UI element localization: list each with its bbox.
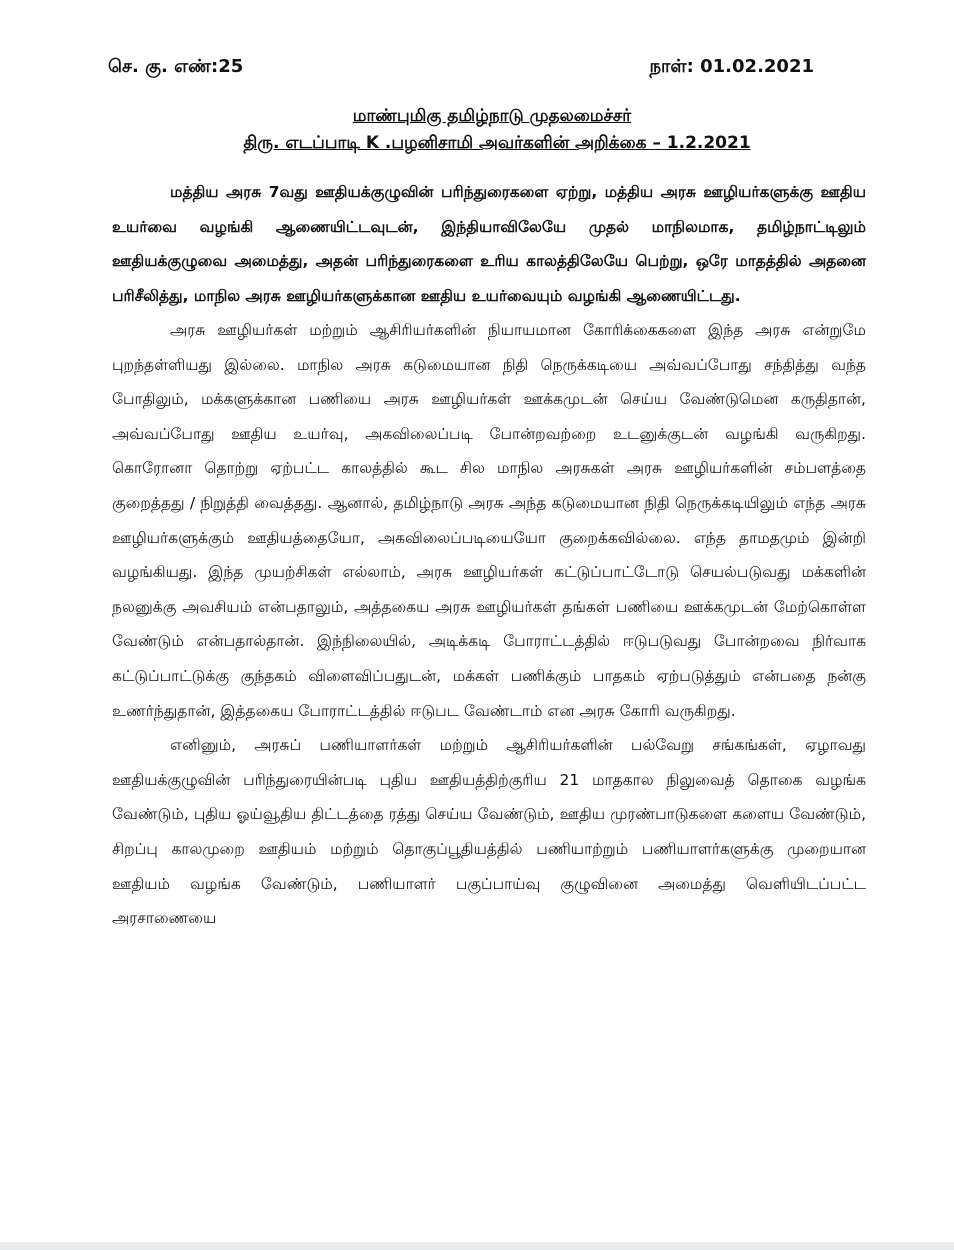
- paragraph-1: மத்திய அரசு 7வது ஊதியக்குழுவின் பரிந்துரைகளை ஏற்று, மத்திய அரசு ஊழியர்களுக்கு ஊதிய உயர்வை வழங்கி ஆணையிட்டவுடன், இந்தியாவிலேயே முதல் மாநிலமாக, தமிழ்நாட்டிலும் ஊதியக்குழுவை அமைத்து, அதன் பரிந்துரைகளை உரிய காலத்திலேயே பெற்று, ஒரே மாதத்தில் அதனை பரிசீலித்து, மாநில அரசு ஊழியர்களுக்கான ஊதிய உயர்வையும் வழங்கி ஆணையிட்டது.: [112, 183, 866, 305]
- paragraph-2: அரசு ஊழியர்கள் மற்றும் ஆசிரியர்களின் நியாயமான கோரிக்கைகளை இந்த அரசு என்றுமே புறந்தள்ளியது இல்லை. மாநில அரசு கடுமையான நிதி நெருக்கடியை அவ்வப்போது சந்தித்து வந்த போதிலும், மக்களுக்கான பணியை அரசு ஊழியர்கள் ஊக்கமுடன் செய்ய வேண்டுமென கருதிதான், அவ்வப்போது ஊதிய உயர்வு, அகவிலைப்படி போன்றவற்றை உடனுக்குடன் வழங்கி வருகிறது. கொரோனா தொற்று ஏற்பட்ட காலத்தில் கூட சில மாநில அரசுகள் அரசு ஊழியர்களின் சம்பளத்தை குறைத்தது / நிறுத்தி வைத்தது. ஆனால், தமிழ்நாடு அரசு அந்த கடுமையான நிதி நெருக்கடியிலும் எந்த அரசு ஊழியர்களுக்கும் ஊதியத்தையோ, அகவிலைப்படியையோ குறைக்கவில்லை. எந்த தாமதமும் இன்றி வழங்கியது. இந்த முயற்சிகள் எல்லாம், அரசு ஊழியர்கள் கட்டுப்பாட்டோடு செயல்படுவது மக்களின் நலனுக்கு அவசியம் என்பதாலும், அத்தகைய அரசு ஊழியர்கள் தங்கள் பணியை ஊக்கமுடன் மேற்கொள்ள வேண்டும் என்பதால்தான். இந்நிலையில், அடிக்கடி போராட்டத்தில் ஈடுபடுவது போன்றவை நிர்வாக கட்டுப்பாட்டுக்கு குந்தகம் விளைவிப்பதுடன், மக்கள் பணிக்கும் பாதகம் ஏற்படுத்தும் என்பதை நன்கு உணர்ந்துதான், இத்தகைய போராட்டத்தில் ஈடுபட வேண்டாம் என அரசு கோரி வருகிறது.: [112, 321, 866, 720]
- title-line-2: திரு. எடப்பாடி K .பழனிசாமி அவர்களின் அறிக்கை – 1.2.2021: [243, 133, 751, 153]
- document-title: [0, 103, 954, 157]
- paragraph-3: எனினும், அரசுப் பணியாளர்கள் மற்றும் ஆசிரியர்களின் பல்வேறு சங்கங்கள், ஏழாவது ஊதியக்குழுவின் பரிந்துரையின்படி புதிய ஊதியத்திற்குரிய 21 மாதகால நிலுவைத் தொகை வழங்க வேண்டும், புதிய ஓய்வூதிய திட்டத்தை ரத்து செய்ய வேண்டும், ஊதிய முரண்பாடுகளை களைய வேண்டும், சிறப்பு காலமுறை ஊதியம் மற்றும் தொகுப்பூதியத்தில் பணியாற்றும் பணியாளர்களுக்கு முறையான ஊதியம் வழங்க வேண்டும், பணியாளர் பகுப்பாய்வு குழுவினை அமைத்து வெளியிடப்பட்ட அரசாணையை: [112, 736, 866, 928]
- document-date: நாள்: 01.02.2021: [649, 56, 814, 77]
- page-bottom-edge: [0, 1242, 954, 1250]
- document-body: [112, 175, 866, 936]
- document-header: [108, 56, 814, 79]
- reference-number: செ. கு. எண்:25: [108, 56, 244, 77]
- title-line-1: மாண்புமிகு தமிழ்நாடு முதலமைச்சர்: [352, 106, 632, 126]
